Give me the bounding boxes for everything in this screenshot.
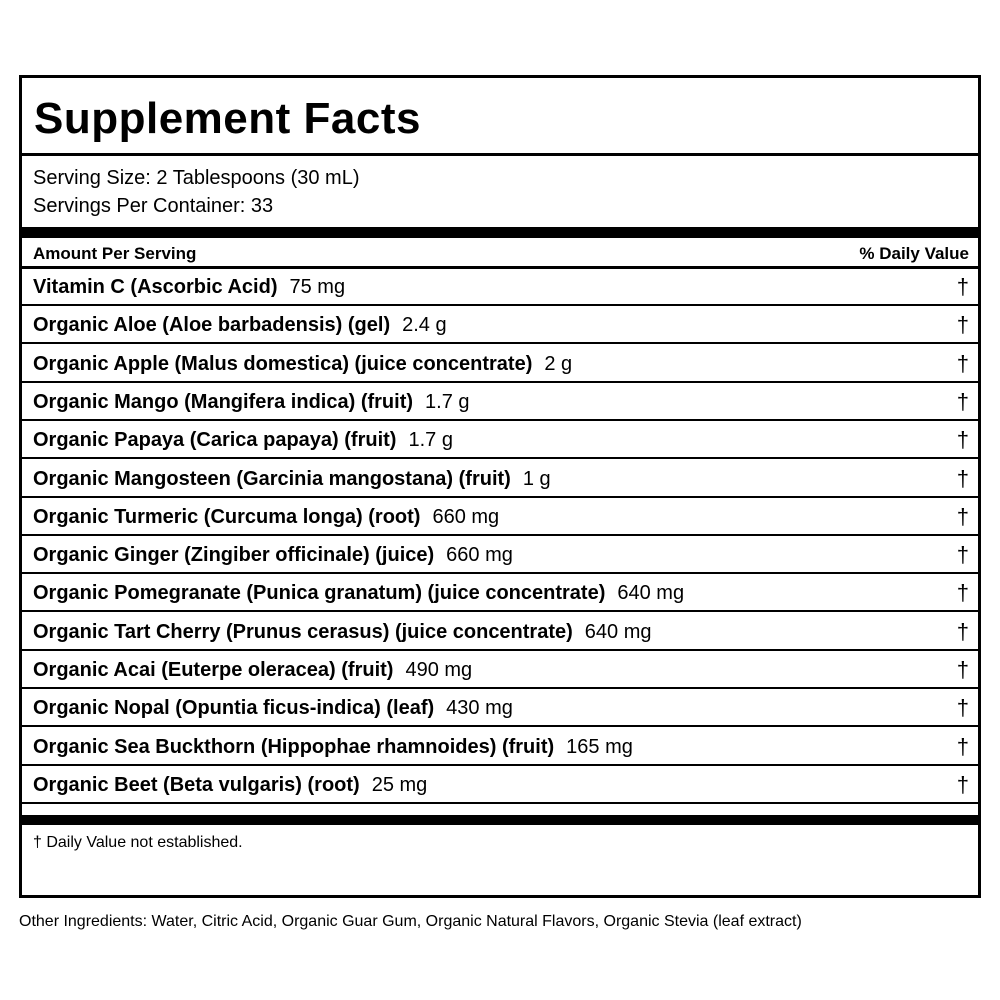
ingredient-name-text: Organic Apple (Malus domestica) (juice concentrate) bbox=[33, 352, 533, 375]
ingredient-amount: 430 mg bbox=[446, 697, 513, 720]
ingredient-name-text: Organic Aloe (Aloe barbadensis) (gel) bbox=[33, 314, 391, 337]
ingredient-amount: 660 mg bbox=[446, 544, 513, 567]
ingredient-row bbox=[22, 613, 978, 651]
other-ingredients: Other Ingredients: Water, Citric Acid, Organic Guar Gum, Organic Natural Flavors, Organic Stevia (leaf extract) bbox=[19, 913, 802, 930]
ingredient-name-text: Organic Acai (Euterpe oleracea) (fruit) bbox=[33, 659, 394, 681]
ingredient-line bbox=[33, 314, 447, 337]
ingredient-name-text: Organic Turmeric (Curcuma longa) (root) bbox=[33, 505, 421, 528]
ingredient-row bbox=[22, 460, 978, 498]
ingredient-name-text: Organic Mango (Mangifera indica) (fruit) bbox=[33, 390, 414, 413]
thick-divider-bottom bbox=[22, 815, 978, 825]
daily-value-header: % Daily Value bbox=[859, 244, 969, 263]
daily-value-dagger: † bbox=[956, 465, 969, 491]
daily-value-dagger: † bbox=[956, 350, 969, 376]
amount-per-serving-header: Amount Per Serving bbox=[33, 244, 197, 263]
divider bbox=[22, 153, 978, 156]
ingredient-line bbox=[33, 736, 633, 759]
ingredient-name-text: Organic Beet (Beta vulgaris) (root) bbox=[33, 773, 360, 796]
ingredient-amount: 25 mg bbox=[371, 773, 428, 796]
daily-value-dagger: † bbox=[956, 312, 969, 338]
ingredient-row bbox=[22, 766, 978, 804]
serving-size: Serving Size: 2 Tablespoons (30 mL) bbox=[33, 167, 360, 189]
ingredient-name-text: Organic Ginger (Zingiber officinale) (juice) bbox=[33, 544, 435, 567]
ingredient-line bbox=[33, 276, 345, 299]
daily-value-dagger: † bbox=[956, 657, 969, 682]
footnote: † Daily Value not established. bbox=[33, 834, 243, 851]
ingredient-line bbox=[33, 544, 513, 567]
ingredient-row bbox=[22, 383, 978, 421]
ingredient-amount: 660 mg bbox=[432, 505, 500, 528]
ingredient-amount: 1.7 g bbox=[425, 390, 470, 413]
ingredient-line bbox=[33, 468, 551, 491]
ingredient-row bbox=[22, 651, 978, 689]
daily-value-dagger: † bbox=[956, 274, 969, 299]
daily-value-dagger: † bbox=[956, 618, 969, 644]
ingredient-row bbox=[22, 728, 978, 766]
daily-value-dagger: † bbox=[956, 771, 969, 797]
ingredient-line bbox=[33, 774, 427, 797]
servings-per-container: Servings Per Container: 33 bbox=[33, 195, 274, 217]
ingredient-amount: 490 mg bbox=[405, 659, 473, 681]
ingredient-name-text: Organic Nopal (Opuntia ficus-indica) (leaf) bbox=[33, 697, 435, 720]
panel-title: Supplement Facts bbox=[34, 94, 421, 143]
ingredient-line bbox=[33, 659, 472, 682]
ingredient-row bbox=[22, 268, 978, 306]
ingredient-amount: 1.7 g bbox=[408, 429, 453, 452]
ingredient-row bbox=[22, 574, 978, 612]
ingredient-name-text: Organic Pomegranate (Punica granatum) (juice concentrate) bbox=[33, 582, 606, 605]
ingredient-name-text: Organic Papaya (Carica papaya) (fruit) bbox=[33, 429, 397, 452]
ingredient-row bbox=[22, 345, 978, 383]
ingredient-row bbox=[22, 421, 978, 459]
ingredient-line bbox=[33, 621, 652, 644]
ingredient-line bbox=[33, 582, 684, 605]
daily-value-dagger: † bbox=[956, 427, 969, 453]
ingredient-row bbox=[22, 498, 978, 536]
ingredient-line bbox=[33, 506, 499, 529]
daily-value-dagger: † bbox=[956, 388, 969, 414]
daily-value-dagger: † bbox=[956, 542, 969, 568]
ingredient-line bbox=[33, 429, 453, 452]
ingredient-line bbox=[33, 353, 572, 376]
supplement-facts-panel bbox=[19, 75, 981, 898]
thick-divider bbox=[22, 227, 978, 238]
ingredient-row bbox=[22, 306, 978, 344]
ingredient-amount: 640 mg bbox=[584, 620, 652, 643]
ingredient-amount: 1 g bbox=[522, 467, 551, 490]
ingredient-name-text: Vitamin C (Ascorbic Acid) bbox=[33, 276, 278, 298]
ingredient-row bbox=[22, 536, 978, 574]
ingredient-line bbox=[33, 391, 470, 414]
ingredient-name-text: Organic Mangosteen (Garcinia mangostana) (fruit) bbox=[33, 467, 511, 490]
ingredient-amount: 75 mg bbox=[289, 276, 346, 298]
ingredient-row bbox=[22, 689, 978, 727]
daily-value-dagger: † bbox=[956, 580, 969, 606]
ingredient-name-text: Organic Sea Buckthorn (Hippophae rhamnoides) (fruit) bbox=[33, 735, 555, 758]
ingredient-amount: 2.4 g bbox=[402, 314, 447, 337]
daily-value-dagger: † bbox=[956, 733, 969, 759]
ingredient-line bbox=[33, 697, 513, 720]
daily-value-dagger: † bbox=[956, 695, 969, 721]
daily-value-dagger: † bbox=[956, 503, 969, 529]
ingredient-name-text: Organic Tart Cherry (Prunus cerasus) (juice concentrate) bbox=[33, 620, 573, 643]
ingredient-amount: 165 mg bbox=[566, 735, 633, 758]
ingredient-amount: 640 mg bbox=[617, 582, 685, 605]
ingredient-amount: 2 g bbox=[544, 352, 573, 375]
